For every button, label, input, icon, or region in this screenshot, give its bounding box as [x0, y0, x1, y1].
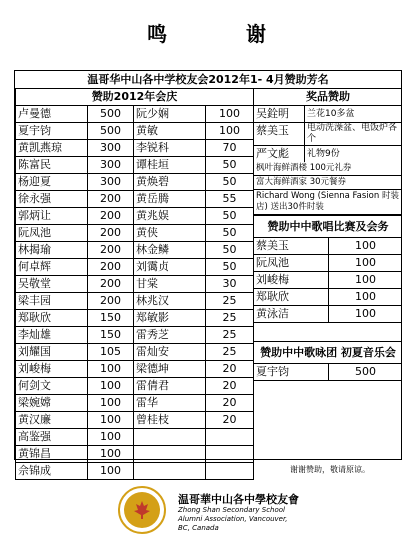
amount-cell: 50 [206, 174, 254, 191]
name-cell: 郑耿欣 [16, 310, 88, 327]
amount-cell [206, 429, 254, 446]
amount-cell: 20 [206, 378, 254, 395]
choir-donor-name: 蔡美玉 [254, 238, 329, 254]
prize-donor-name: 吴銓明 [254, 106, 305, 122]
name-cell: 卢曼德 [16, 106, 88, 123]
prize-row [254, 123, 402, 146]
choir-row [254, 272, 402, 289]
amount-cell: 100 [88, 412, 134, 429]
name-cell: 梁德坤 [134, 361, 206, 378]
choir-row [254, 289, 402, 306]
prize-section [254, 88, 402, 216]
prize-donor-name: 蔡美玉 [254, 123, 305, 145]
name-cell: 梁婉嫦 [16, 395, 88, 412]
amount-cell: 25 [206, 327, 254, 344]
table-row [16, 157, 254, 174]
table-row [16, 208, 254, 225]
amount-cell: 50 [206, 242, 254, 259]
amount-cell: 200 [88, 208, 134, 225]
prize-row [254, 106, 402, 123]
amount-cell: 20 [206, 412, 254, 429]
choir-row [254, 255, 402, 272]
concert-row [254, 364, 402, 381]
table-row [16, 310, 254, 327]
choir-header: 赞助中中歌唱比赛及会务 [254, 216, 402, 238]
sheet-banner: 温哥华中山各中学校友会2012年1- 4月赞助芳名 [15, 71, 401, 89]
amount-cell: 150 [88, 327, 134, 344]
org-name-en: Zhong Shan Secondary School Alumni Association, Vancouver, BC, Canada [178, 506, 288, 532]
prize-description: 兰花10多盆 [307, 108, 355, 119]
amount-cell: 200 [88, 191, 134, 208]
name-cell: 梁丰园 [16, 293, 88, 310]
name-cell: 雷秀芝 [134, 327, 206, 344]
amount-cell: 300 [88, 140, 134, 157]
amount-cell: 300 [88, 157, 134, 174]
concert-donor-name: 夏宇钧 [254, 364, 329, 380]
name-cell: 佘锦成 [16, 463, 88, 480]
amount-cell [206, 463, 254, 480]
prize-wide-row: 富大海鲜酒家 30元餐券 [254, 176, 402, 190]
name-cell: 雷灿安 [134, 344, 206, 361]
name-cell: 高鉴强 [16, 429, 88, 446]
name-cell: 林金鳞 [134, 242, 206, 259]
title-char-2: 谢 [245, 22, 268, 46]
table-row [16, 259, 254, 276]
name-cell: 李灿雄 [16, 327, 88, 344]
table-row [16, 361, 254, 378]
name-cell: 黄汉廉 [16, 412, 88, 429]
concert-header: 赞助中中歌咏团 初夏音乐会 [254, 341, 402, 364]
amount-cell [206, 446, 254, 463]
amount-cell: 500 [88, 123, 134, 140]
name-cell: 甘棠 [134, 276, 206, 293]
prize-header: 奖品赞助 [254, 88, 402, 106]
name-cell: 雷倩君 [134, 378, 206, 395]
amount-cell: 25 [206, 293, 254, 310]
choir-row [254, 238, 402, 255]
table-row [16, 378, 254, 395]
name-cell: 雷华 [134, 395, 206, 412]
name-cell: 刘峻梅 [16, 361, 88, 378]
amount-cell: 20 [206, 395, 254, 412]
table-row [16, 191, 254, 208]
maple-leaf-icon [124, 492, 160, 528]
org-name-cn: 温哥華中山各中學校友會 [178, 493, 299, 506]
right-column [253, 88, 402, 459]
table-row [16, 242, 254, 259]
alumni-logo [118, 486, 166, 534]
amount-cell: 55 [206, 191, 254, 208]
table-row [16, 140, 254, 157]
table-row [16, 429, 254, 446]
table-row [16, 293, 254, 310]
amount-cell: 105 [88, 344, 134, 361]
table-row [16, 174, 254, 191]
name-cell: 吴敬堂 [16, 276, 88, 293]
amount-cell: 300 [88, 174, 134, 191]
amount-cell: 200 [88, 293, 134, 310]
amount-cell: 100 [206, 123, 254, 140]
choir-donor-name: 刘峻梅 [254, 272, 329, 288]
amount-cell: 500 [88, 106, 134, 123]
amount-cell: 50 [206, 157, 254, 174]
name-cell: 杨迎夏 [16, 174, 88, 191]
footnote: 谢谢赞助，敬请原谅。 [290, 465, 370, 474]
table-row [16, 123, 254, 140]
amount-cell: 100 [88, 446, 134, 463]
name-cell: 郑敏影 [134, 310, 206, 327]
name-cell [134, 429, 206, 446]
amount-cell: 100 [88, 463, 134, 480]
name-cell: 何卓辉 [16, 259, 88, 276]
name-cell: 黄凯燕琼 [16, 140, 88, 157]
amount-cell: 30 [206, 276, 254, 293]
name-cell: 徐永强 [16, 191, 88, 208]
amount-cell: 20 [206, 361, 254, 378]
name-cell: 黄锦昌 [16, 446, 88, 463]
table-row [16, 395, 254, 412]
prize-wide-row: 枫叶海鲜酒楼 100元礼券 [254, 162, 402, 176]
amount-cell: 200 [88, 242, 134, 259]
amount-cell: 200 [88, 225, 134, 242]
name-cell: 黄岳腾 [134, 191, 206, 208]
name-cell: 黄焕碧 [134, 174, 206, 191]
choir-amount: 100 [355, 307, 376, 320]
name-cell [134, 463, 206, 480]
choir-amount: 100 [355, 239, 376, 252]
name-cell: 阮少娴 [134, 106, 206, 123]
choir-row [254, 306, 402, 323]
concert-amount: 500 [355, 365, 376, 378]
prize-description: 电动洗澡盆、电饭炉各个 [307, 123, 398, 144]
donor-table [15, 88, 254, 480]
name-cell: 郭炳让 [16, 208, 88, 225]
prize-wide-row: Richard Wong (Sienna Fasion 时装店) 送出30件时装 [254, 190, 402, 215]
table-row [16, 225, 254, 242]
amount-cell: 25 [206, 310, 254, 327]
choir-donor-name: 阮凤池 [254, 255, 329, 271]
amount-cell: 50 [206, 208, 254, 225]
name-cell: 黄侠 [134, 225, 206, 242]
amount-cell: 25 [206, 344, 254, 361]
prize-donor-name: 严文彪 [254, 146, 305, 162]
prize-description: 礼物9份 [307, 148, 340, 159]
name-cell: 林兆汉 [134, 293, 206, 310]
amount-cell: 100 [88, 429, 134, 446]
choir-amount: 100 [355, 256, 376, 269]
table-row [16, 412, 254, 429]
name-cell: 刘耀国 [16, 344, 88, 361]
table-row [16, 463, 254, 480]
choir-amount: 100 [355, 273, 376, 286]
name-cell: 何剑文 [16, 378, 88, 395]
page-title [0, 18, 415, 47]
name-cell [134, 446, 206, 463]
amount-cell: 50 [206, 259, 254, 276]
name-cell: 阮凤池 [16, 225, 88, 242]
name-cell: 林揭瑜 [16, 242, 88, 259]
name-cell: 夏宇钧 [16, 123, 88, 140]
amount-cell: 200 [88, 259, 134, 276]
amount-cell: 100 [88, 361, 134, 378]
anniversary-donors [15, 88, 253, 480]
table-row [16, 446, 254, 463]
amount-cell: 100 [88, 378, 134, 395]
name-cell: 黄敏 [134, 123, 206, 140]
name-cell: 黄兆娱 [134, 208, 206, 225]
amount-cell: 150 [88, 310, 134, 327]
amount-cell: 50 [206, 225, 254, 242]
name-cell: 曾桂枝 [134, 412, 206, 429]
table-row [16, 327, 254, 344]
choir-amount: 100 [355, 290, 376, 303]
choir-donor-name: 郑耿欣 [254, 289, 329, 305]
choir-donor-name: 黄泳洁 [254, 306, 329, 322]
amount-cell: 100 [88, 395, 134, 412]
amount-cell: 70 [206, 140, 254, 157]
anniversary-header: 赞助2012年会庆 [16, 89, 254, 106]
name-cell: 李锐科 [134, 140, 206, 157]
name-cell: 刘霭贞 [134, 259, 206, 276]
prize-row [254, 146, 402, 162]
amount-cell: 200 [88, 276, 134, 293]
table-row [16, 344, 254, 361]
title-char-1: 鸣 [147, 22, 170, 46]
name-cell: 陈富民 [16, 157, 88, 174]
name-cell: 谭桂垣 [134, 157, 206, 174]
amount-cell: 100 [206, 106, 254, 123]
table-row [16, 276, 254, 293]
table-row [16, 106, 254, 123]
